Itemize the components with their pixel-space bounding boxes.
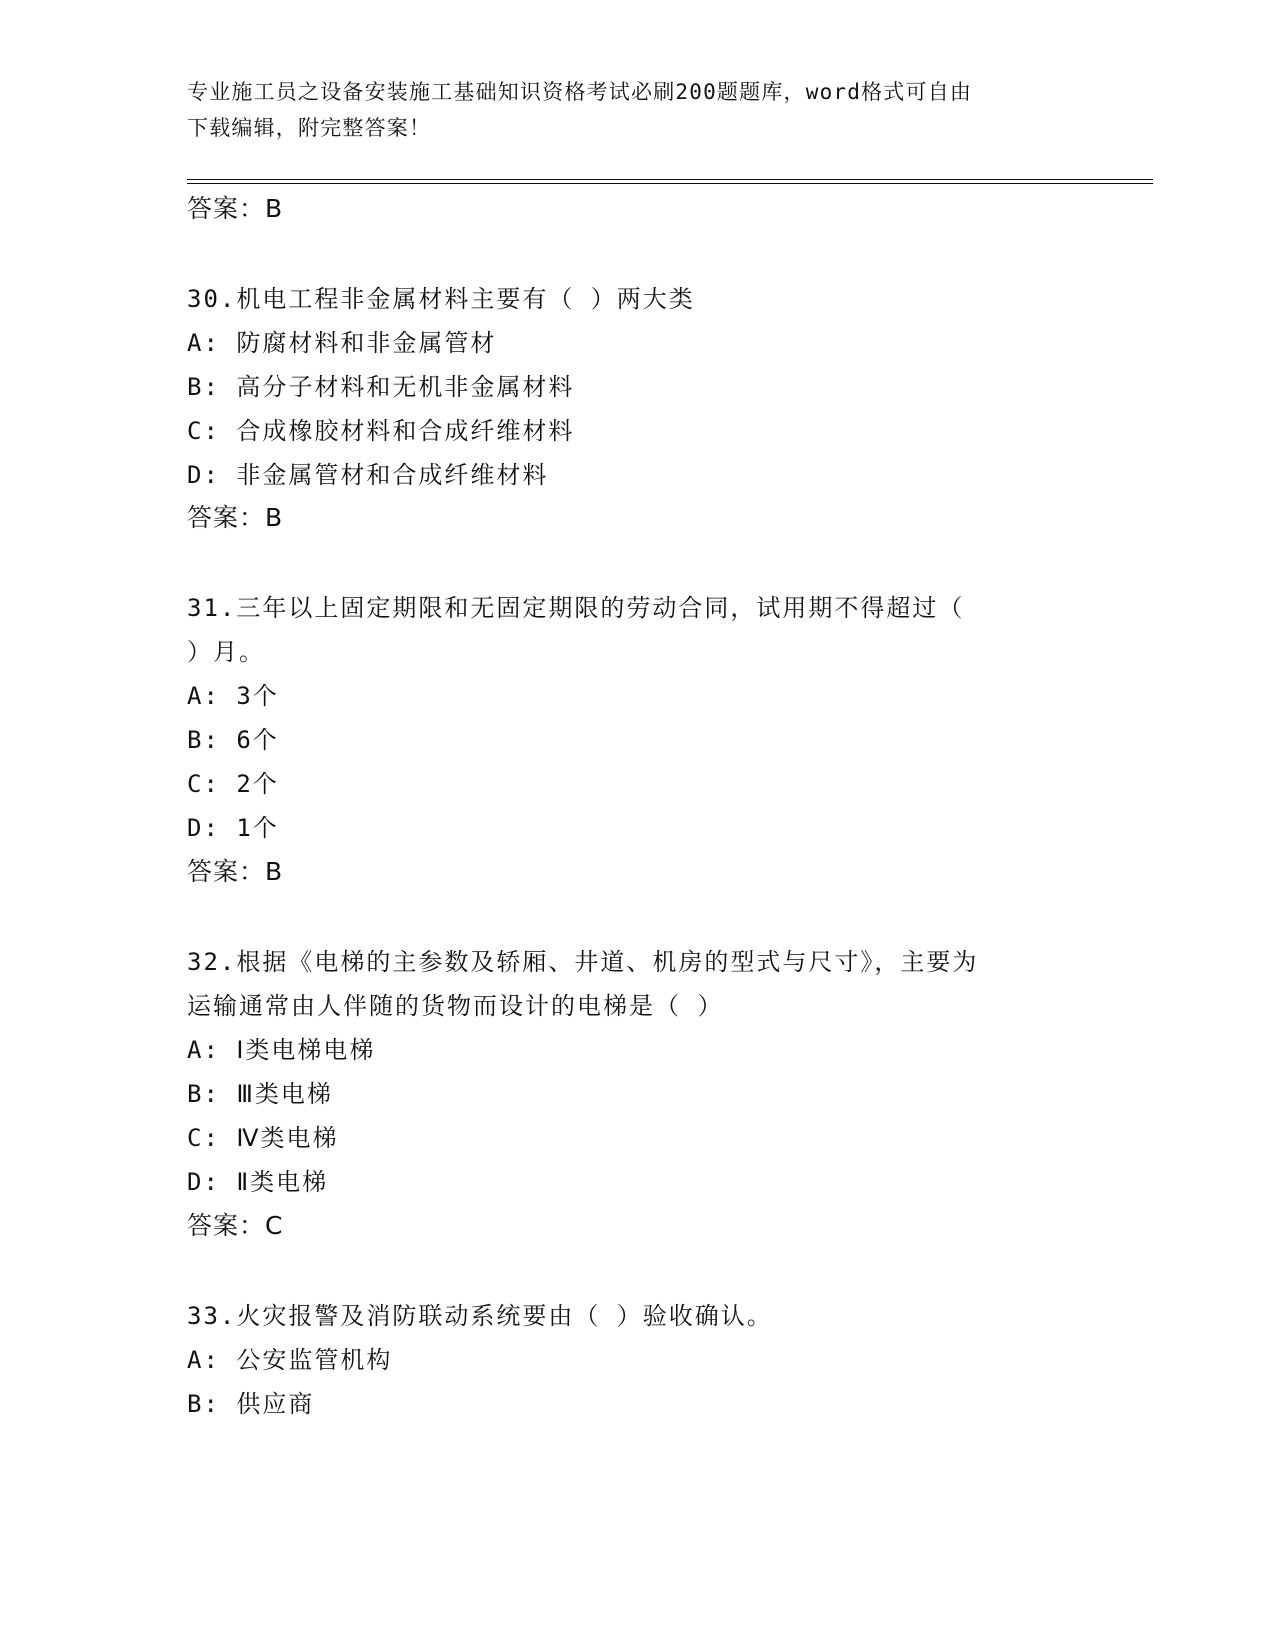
q30-answer: 答案：B <box>187 503 284 532</box>
q31-option-b: B: 6个 <box>187 726 279 754</box>
q31-stem-line-2: ）月。 <box>187 638 265 666</box>
q31-option-c: C: 2个 <box>187 770 279 798</box>
q32-option-b: B: Ⅲ类电梯 <box>187 1080 333 1108</box>
q32-stem-line-1: 32.根据《电梯的主参数及轿厢、井道、机房的型式与尺寸》，主要为 <box>187 948 979 976</box>
document-header <box>187 74 1067 146</box>
q32-answer: 答案：C <box>187 1211 284 1240</box>
q31-option-d: D: 1个 <box>187 814 279 842</box>
q31-option-a: A: 3个 <box>187 682 279 710</box>
q33-stem: 33.火灾报警及消防联动系统要由（ ）验收确认。 <box>187 1302 773 1330</box>
q29-answer: 答案：B <box>187 194 284 223</box>
q32-option-c: C: Ⅳ类电梯 <box>187 1124 339 1152</box>
q30-stem: 30.机电工程非金属材料主要有（ ）两大类 <box>187 285 695 313</box>
q32-stem-line-2: 运输通常由人伴随的货物而设计的电梯是（ ） <box>187 992 724 1020</box>
header-line-2: 下载编辑，附完整答案！ <box>187 116 432 140</box>
q33-option-a: A: 公安监管机构 <box>187 1346 393 1374</box>
q30-option-a: A: 防腐材料和非金属管材 <box>187 329 497 357</box>
q33-option-b: B: 供应商 <box>187 1390 315 1418</box>
header-line-1: 专业施工员之设备安装施工基础知识资格考试必刷200题题库，word格式可自由 <box>187 80 973 104</box>
q30-option-c: C: 合成橡胶材料和合成纤维材料 <box>187 417 575 445</box>
header-divider-top <box>187 179 1153 180</box>
q31-stem-line-1: 31.三年以上固定期限和无固定期限的劳动合同，试用期不得超过（ <box>187 594 965 622</box>
q32-option-d: D: Ⅱ类电梯 <box>187 1168 329 1196</box>
header-divider-bottom <box>187 183 1153 184</box>
q30-option-b: B: 高分子材料和无机非金属材料 <box>187 373 575 401</box>
q30-option-d: D: 非金属管材和合成纤维材料 <box>187 461 549 489</box>
q31-answer: 答案：B <box>187 857 284 886</box>
q32-option-a: A: Ⅰ类电梯电梯 <box>187 1036 376 1064</box>
